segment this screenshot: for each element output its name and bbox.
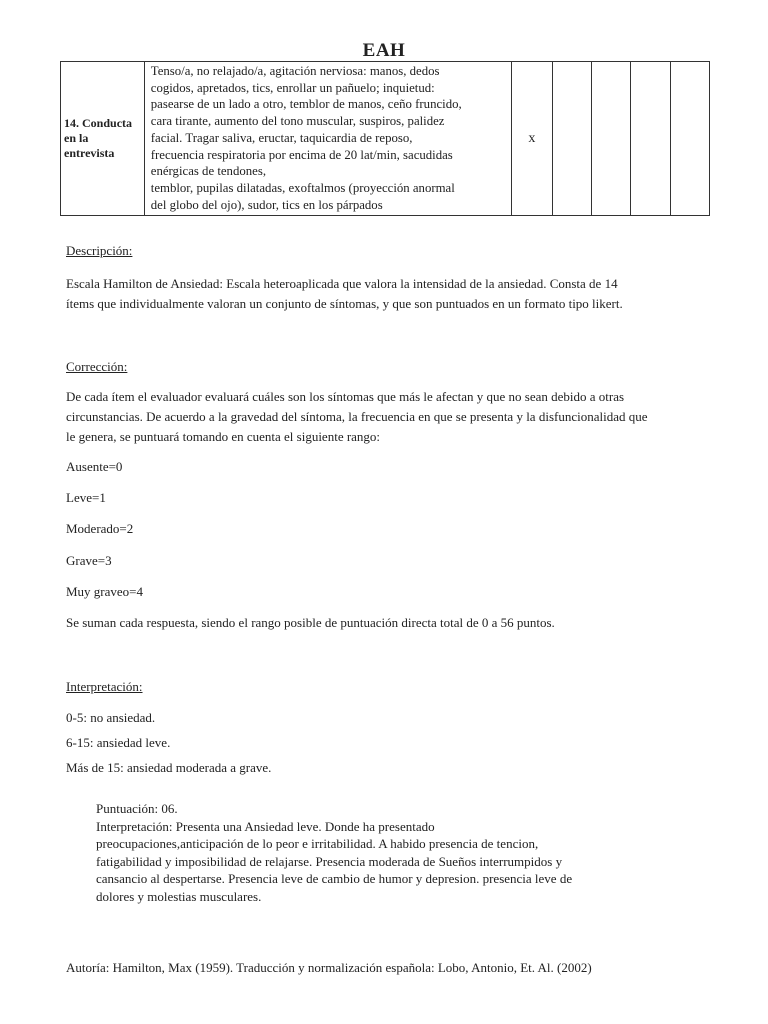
range-item: Leve=1 <box>66 490 106 505</box>
score-cell-3 <box>631 62 670 216</box>
descripcion-line: ítems que individualmente valoran un conjunto de síntomas, y que son puntuados en un formato tipo likert. <box>66 296 623 311</box>
descripcion-line: Escala Hamilton de Ansiedad: Escala heteroaplicada que valora la intensidad de la ansiedad. Consta de 14 <box>66 276 618 291</box>
item-symptoms <box>144 62 511 216</box>
score-cell-4 <box>670 62 709 216</box>
result-line: dolores y molestias musculares. <box>96 888 262 904</box>
symptom-line: enérgicas de tendones, <box>150 164 267 179</box>
interpretation-level: 0-5: no ansiedad. <box>66 710 156 725</box>
score-cell-1 <box>552 62 591 216</box>
symptom-line: frecuencia respiratoria por encima de 20 lat/min, sacudidas <box>150 147 453 162</box>
sum-note: Se suman cada respuesta, siendo el rango posible de puntuación directa total de 0 a 56 puntos. <box>66 615 555 630</box>
interpretation-level: 6-15: ansiedad leve. <box>66 735 171 750</box>
result-line: preocupaciones,anticipación de lo peor e irritabilidad. A habido presencia de tencion, <box>96 836 539 851</box>
result-block <box>96 800 616 905</box>
range-item: Grave=3 <box>66 553 112 568</box>
score-cell-0: x <box>512 62 552 216</box>
page-title: EAH <box>362 40 406 61</box>
range-item: Moderado=2 <box>66 521 134 536</box>
authorship-note: Autoría: Hamilton, Max (1959). Traducción y normalización española: Lobo, Antonio, Et. Al. (2002) <box>66 960 592 975</box>
result-line: Interpretación: Presenta una Ansiedad leve. Donde ha presentado <box>96 818 435 834</box>
symptom-line: temblor, pupilas dilatadas, exoftalmos (proyección anormal <box>150 180 455 195</box>
descripcion-heading: Descripción: <box>66 243 133 258</box>
range-item: Muy graveo=4 <box>66 584 144 599</box>
symptom-line: pasearse de un lado a otro, temblor de manos, ceño fruncido, <box>150 97 462 112</box>
symptom-line: cogidos, apretados, tics, enrollar un pañuelo; inquietud: <box>150 80 435 95</box>
correccion-line: De cada ítem el evaluador evaluará cuáles son los síntomas que más le afectan y que no sean debido a otras <box>66 389 625 404</box>
interpretation-level: Más de 15: ansiedad moderada a grave. <box>66 760 272 775</box>
symptom-line: Tenso/a, no relajado/a, agitación nerviosa: manos, dedos <box>150 64 440 78</box>
score-cell-2 <box>591 62 630 216</box>
item-table <box>60 61 710 216</box>
result-line: Puntuación: 06. <box>96 801 178 816</box>
table-row <box>61 62 710 216</box>
item-label: 14. Conducta en la entrevista <box>61 62 145 216</box>
symptom-line: del globo del ojo), sudor, tics en los párpados <box>150 197 383 212</box>
symptom-line: facial. Tragar saliva, eructar, taquicardia de reposo, <box>150 130 413 145</box>
result-line: cansancio al despertarse. Presencia leve de cambio de humor y depresion. presencia leve de <box>96 871 573 886</box>
correccion-line: le genera, se puntuará tomando en cuenta el siguiente rango: <box>66 429 381 444</box>
range-item: Ausente=0 <box>66 459 123 474</box>
correccion-heading: Corrección: <box>66 359 128 374</box>
symptom-line: cara tirante, aumento del tono muscular, suspiros, palidez <box>150 114 445 129</box>
interpretacion-heading: Interpretación: <box>66 679 143 694</box>
correccion-line: circunstancias. De acuerdo a la gravedad del síntoma, la frecuencia en que se presenta y la disfuncionalidad que <box>66 409 648 424</box>
result-line: fatigabilidad y imposibilidad de relajarse. Presencia moderada de Sueños interrumpidos y <box>96 853 563 869</box>
